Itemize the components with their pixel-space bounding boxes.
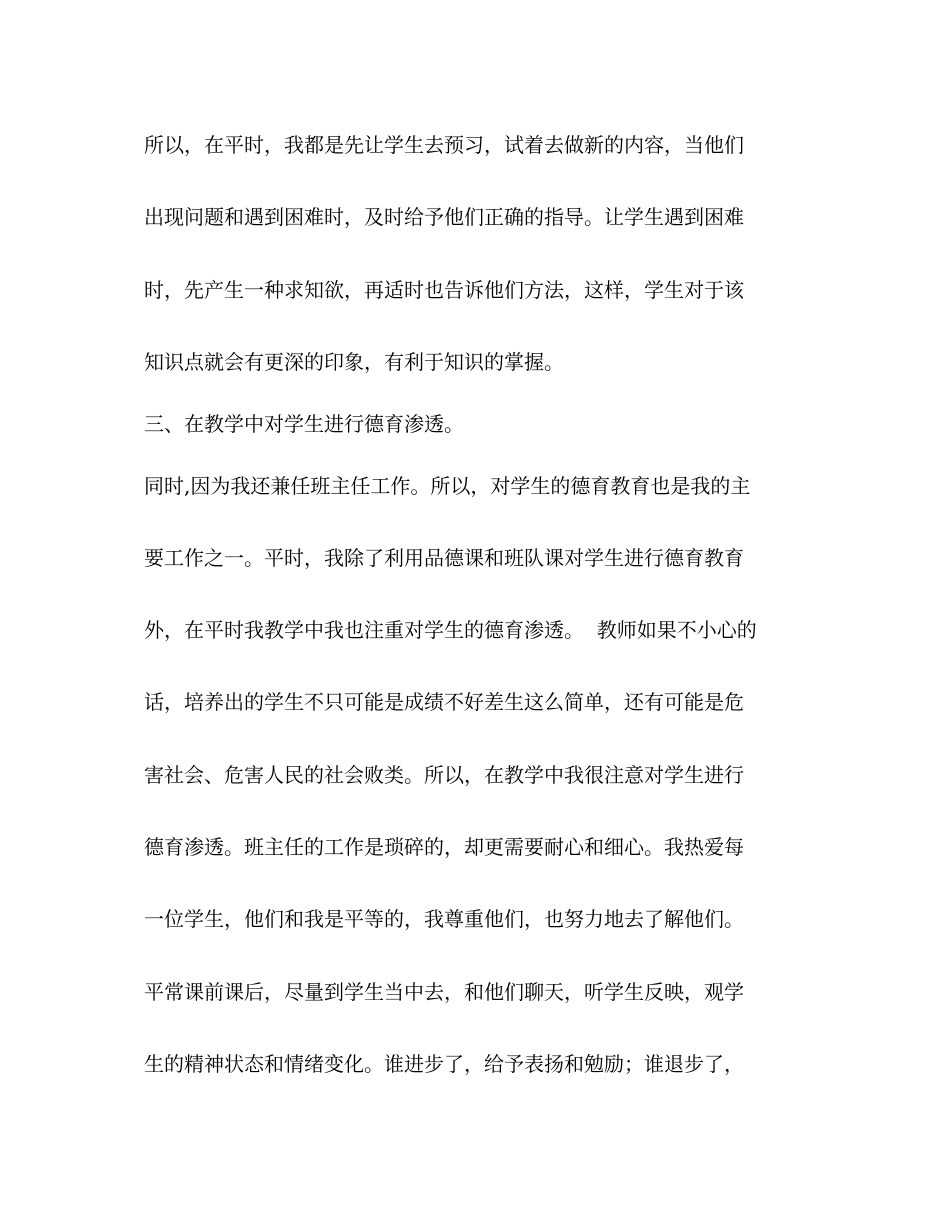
paragraph-line: 要工作之一。平时，我除了利用品德课和班队课对学生进行德育教育 <box>144 546 744 570</box>
paragraph-line: 平常课前课后，尽量到学生当中去，和他们聊天，听学生反映，观学 <box>144 980 744 1004</box>
paragraph-line: 一位学生，他们和我是平等的，我尊重他们，也努力地去了解他们。 <box>144 907 744 931</box>
paragraph-line: 外，在平时我教学中我也注重对学生的德育渗透。 教师如果不小心的 <box>144 618 757 642</box>
paragraph-line: 时，先产生一种求知欲，再适时也告诉他们方法，这样，学生对于该 <box>144 278 744 302</box>
paragraph-line: 知识点就会有更深的印象，有利于知识的掌握。 <box>144 350 564 374</box>
paragraph-line: 同时,因为我还兼任班主任工作。所以，对学生的德育教育也是我的主 <box>144 474 751 498</box>
paragraph-line: 生的精神状态和情绪变化。谁进步了，给予表扬和勉励；谁退步了， <box>144 1052 744 1076</box>
section-heading: 三、在教学中对学生进行德育渗透。 <box>144 412 464 436</box>
paragraph-line: 德育渗透。班主任的工作是琐碎的，却更需要耐心和细心。我热爱每 <box>144 835 744 859</box>
paragraph-line: 出现问题和遇到困难时，及时给予他们正确的指导。让学生遇到困难 <box>144 205 744 229</box>
paragraph-line: 话，培养出的学生不只可能是成绩不好差生这么简单，还有可能是危 <box>144 690 744 714</box>
paragraph-line: 所以，在平时，我都是先让学生去预习，试着去做新的内容，当他们 <box>144 133 744 157</box>
paragraph-line: 害社会、危害人民的社会败类。所以，在教学中我很注意对学生进行 <box>144 763 744 787</box>
